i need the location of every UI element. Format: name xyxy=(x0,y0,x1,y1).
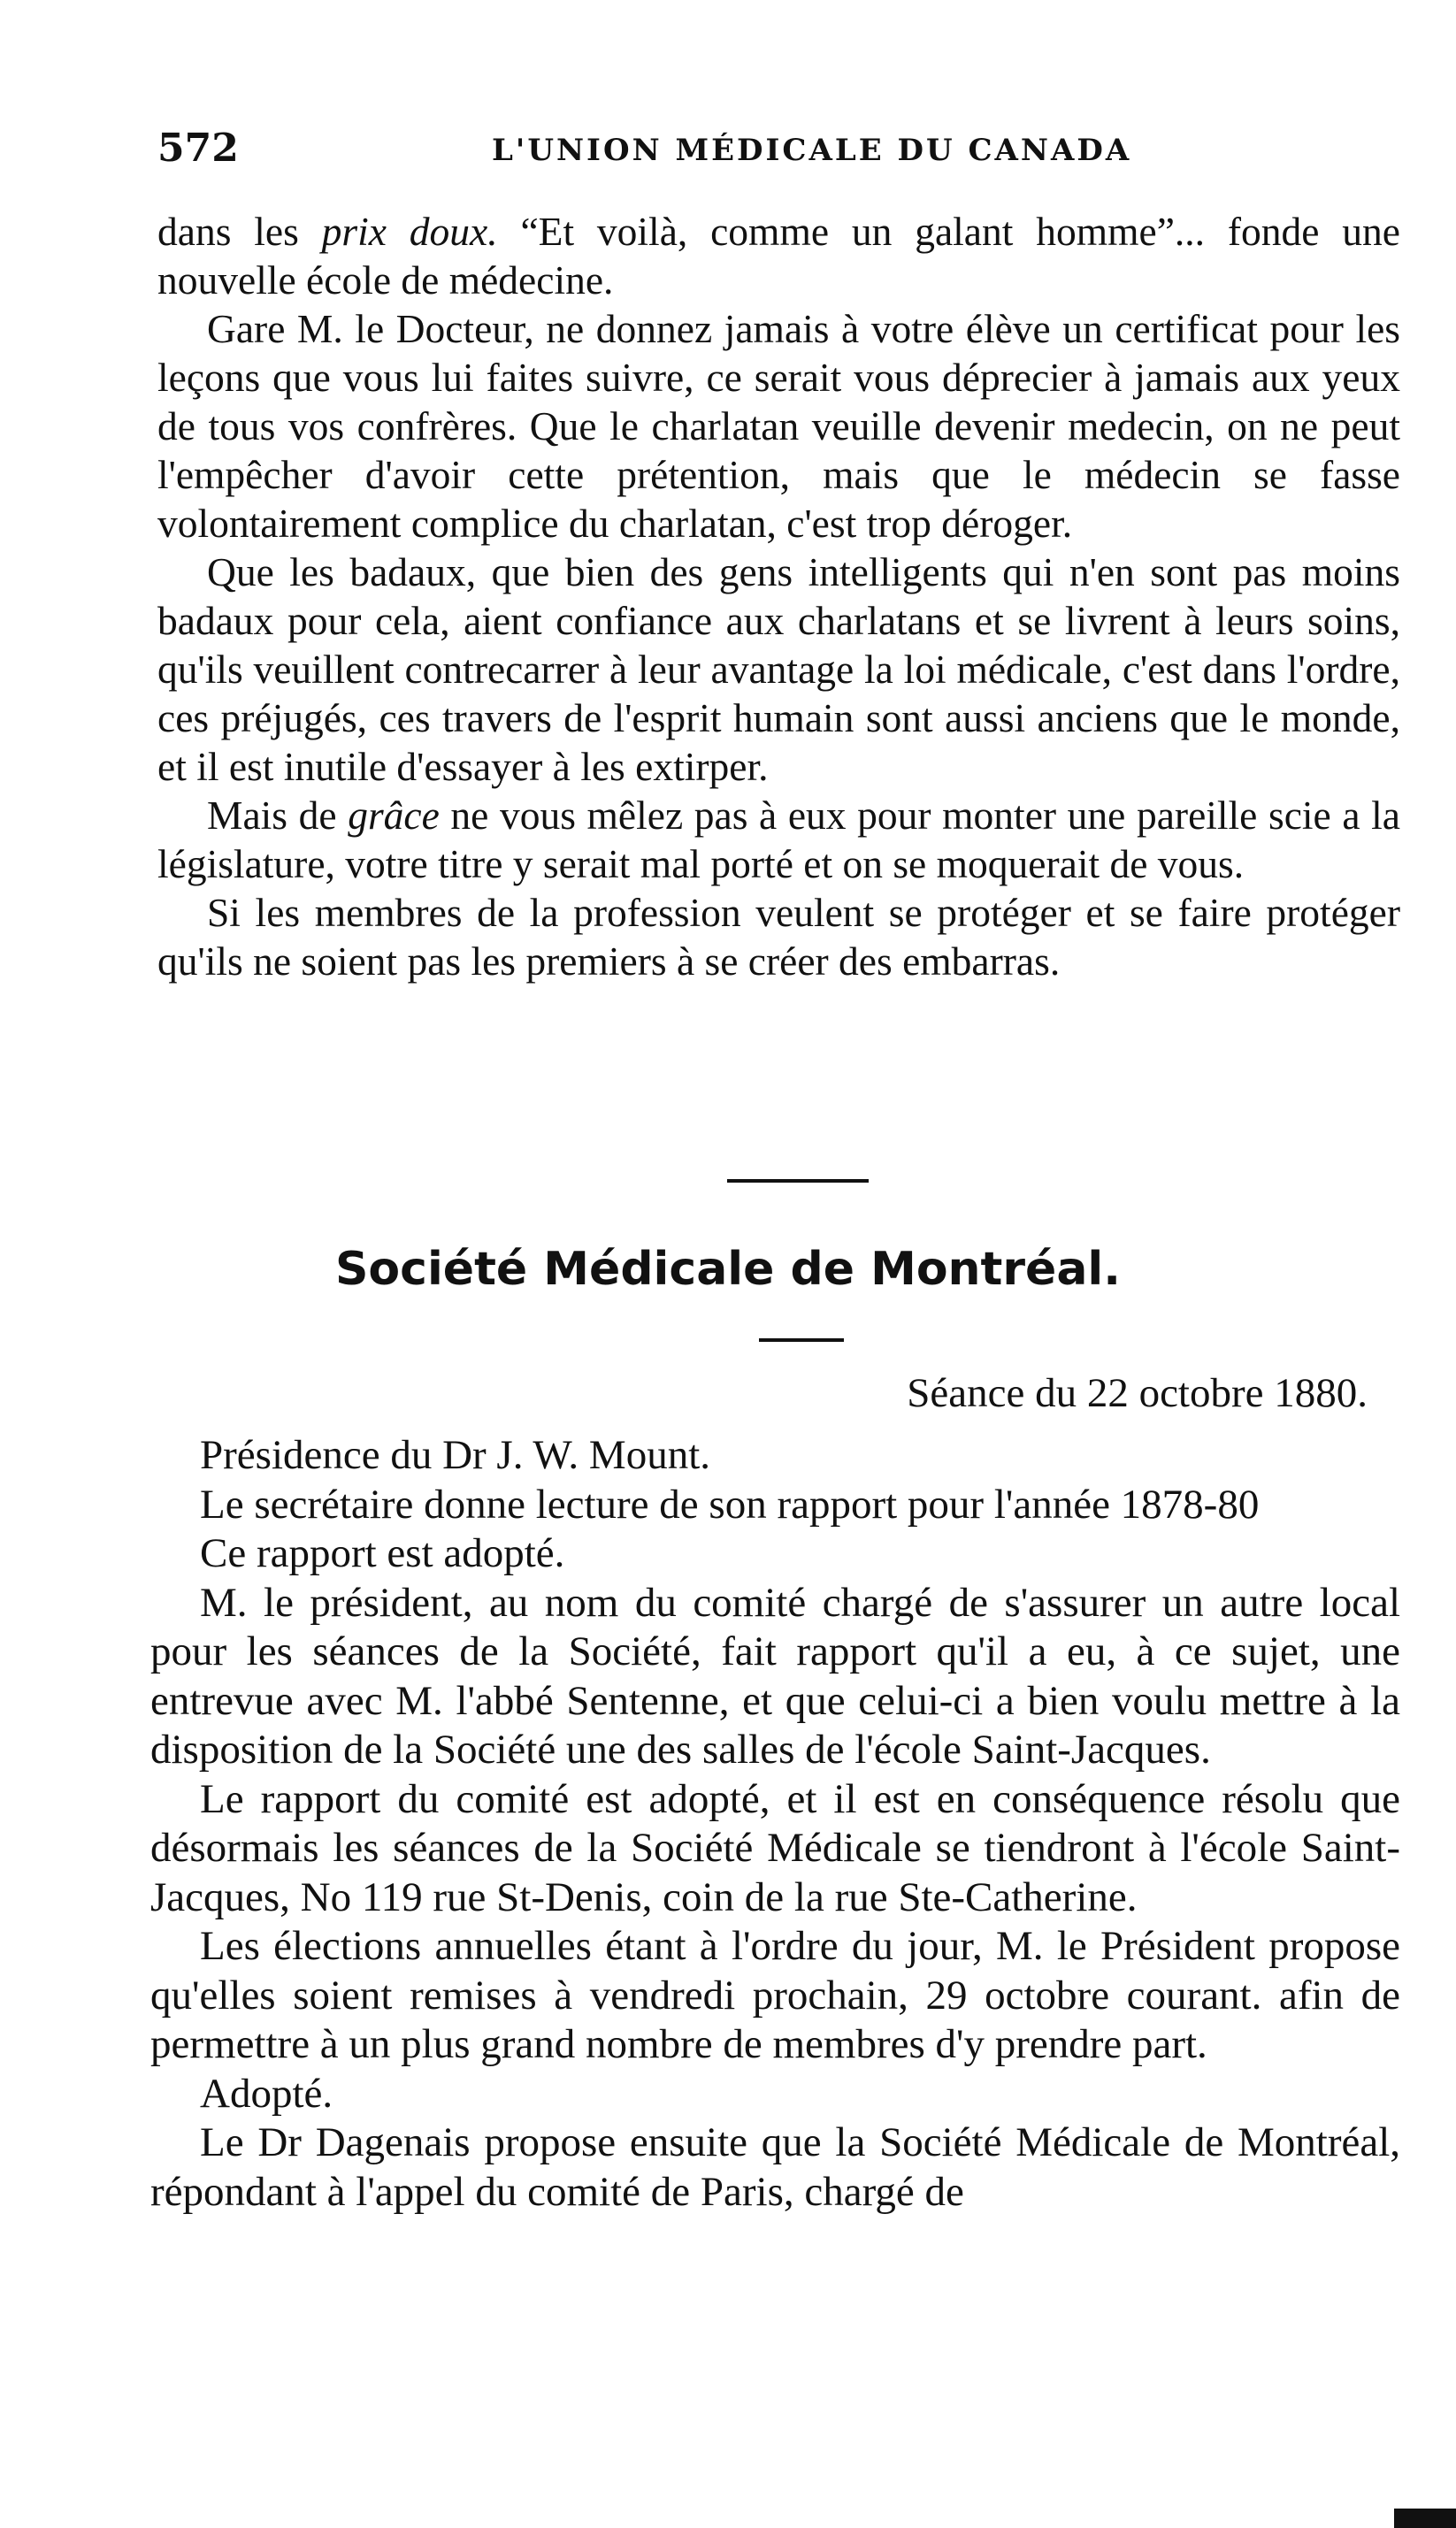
paragraph: Le secrétaire donne lecture de son rapport pour l'année 1878-80 xyxy=(200,1481,1260,1528)
section-title: Société Médicale de Montréal. xyxy=(334,1243,1121,1296)
article-continuation xyxy=(157,207,1400,985)
text-span: “Et voilà, comme un galant homme”... fonde une nouvelle école de médecine. xyxy=(157,209,1401,303)
session-date: Séance du 22 octobre 1880. xyxy=(907,1370,1368,1416)
paragraph: Que les badaux, que bien des gens intelligents qui n'en sont pas moins badaux pour cela, aient confiance aux charlatans et se livrent à leurs soins, qu'ils veuillent contrecarrer à leur avantage la loi médicale, c'est dans l'ordre, ces préjugés, ces travers de l'esprit humain sont aussi anciens que le monde, et il est inutile d'essayer à les extirper. xyxy=(157,549,1400,789)
paragraph: Présidence du Dr J. W. Mount. xyxy=(200,1432,711,1478)
italic-word: grâce xyxy=(348,793,440,838)
journal-title: L'UNION MÉDICALE DU CANADA xyxy=(492,133,1132,168)
scan-edge-mark xyxy=(1394,2509,1456,2528)
running-head xyxy=(157,126,1405,179)
paragraph: Les élections annuelles étant à l'ordre du jour, M. le Président propose qu'elles soient remises à vendredi prochain, 29 octobre courant. afin de permettre à un plus grand nombre de membres d'y prendre part. xyxy=(150,1923,1400,2067)
paragraph: Adopté. xyxy=(200,2070,333,2117)
paragraph: Ce rapport est adopté. xyxy=(200,1530,565,1576)
text-span: Mais de xyxy=(207,793,349,838)
paragraph: M. le président, au nom du comité chargé de s'assurer un autre local pour les séances de la Société, fait rapport qu'il a eu, à ce sujet, une entrevue avec M. l'abbé Sentenne, et que celui-ci a bien voulu mettre à la disposition de la Société une des salles de l'école Saint-Jacques. xyxy=(150,1579,1400,1773)
paragraph: Si les membres de la profession veulent se protéger et se faire protéger qu'ils ne soient pas les premiers à se créer des embarras. xyxy=(157,890,1400,984)
paragraph: Gare M. le Docteur, ne donnez jamais à votre élève un certificat pour les leçons que vous lui faites suivre, ce serait vous déprecier à jamais aux yeux de tous vos confrères. Que le charlatan veuille devenir medecin, on ne peut l'empêcher d'avoir cette prétention, mais que le médecin se fasse volontairement complice du charlatan, c'est trop déroger. xyxy=(157,306,1400,546)
paragraph: Le rapport du comité est adopté, et il est en conséquence résolu que désormais les séances de la Société Médicale se tiendront à l'école Saint-Jacques, No 119 rue St-Denis, coin de la rue Ste-Catherine. xyxy=(150,1775,1400,1920)
section-divider xyxy=(727,1179,869,1183)
text-span: dans les xyxy=(157,209,322,254)
page-number: 572 xyxy=(157,126,239,171)
text-span: ne vous mêlez pas à eux pour monter une pareille scie a la législature, votre titre y serait mal porté et on se moquerait de vous. xyxy=(157,793,1400,886)
italic-phrase: prix doux. xyxy=(321,209,498,254)
paragraph xyxy=(157,791,1400,888)
paragraph xyxy=(157,207,1400,304)
session-minutes xyxy=(150,1431,1400,2217)
paragraph: Le Dr Dagenais propose ensuite que la Société Médicale de Montréal, répondant à l'appel du comité de Paris, chargé de xyxy=(150,2119,1400,2215)
title-underline xyxy=(759,1338,844,1342)
